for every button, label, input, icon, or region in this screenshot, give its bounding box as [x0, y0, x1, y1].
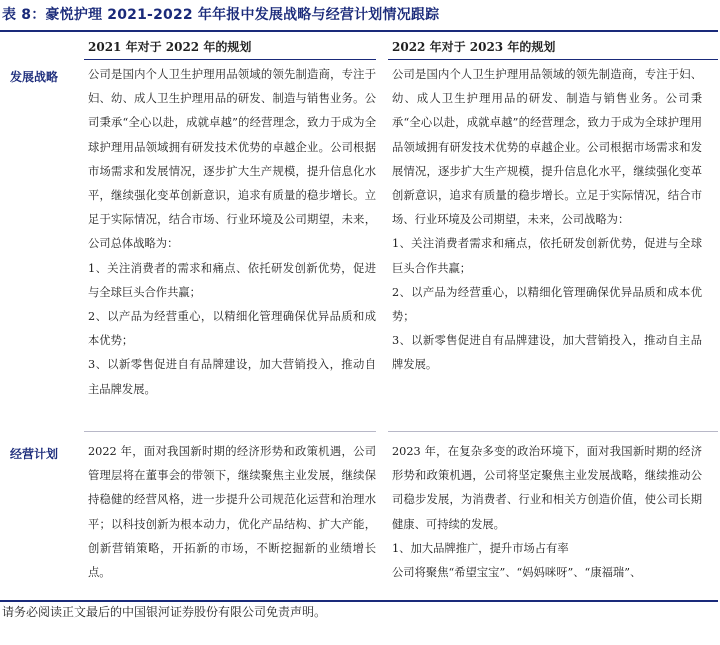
strategy-2023-point: 1、关注消费者需求和痛点，依托研发创新优势，促进与全球巨头合作共赢； [392, 237, 702, 275]
plan-2023-point: 公司将聚焦“希望宝宝”、“妈妈咪呀”、“康福瑞”、 [392, 566, 642, 580]
table-title: 表 8：豪悦护理 2021-2022 年年报中发展战略与经营计划情况跟踪 [2, 7, 440, 23]
top-rule [0, 30, 718, 32]
row-divider-right [388, 431, 718, 432]
strategy-2022-point: 3、以新零售促进自有品牌建设，加大营销投入，推动自主品牌发展。 [88, 358, 376, 396]
strategy-2023-point: 2、以产品为经营重心，以精细化管理确保优异品质和成本优势； [392, 285, 702, 324]
bottom-rule [0, 600, 718, 602]
plan-2023-paragraph: 2023 年，在复杂多变的政治环境下，面对我国新时期的经济形势和政策机遇，公司将坚定聚焦主业发展战略，继续推动公司稳步发展，为消费者、行业和相关方创造价值，使公司长期健康、可持续的发展。 [392, 445, 702, 531]
plan-2023-cell [392, 440, 702, 585]
row-divider-left [84, 431, 376, 432]
disclaimer-footer: 请务必阅读正文最后的中国银河证券股份有限公司免责声明。 [2, 605, 327, 619]
strategy-2023-cell [392, 63, 702, 378]
header-rule-left [84, 59, 376, 60]
row-label-development-strategy: 发展战略 [10, 70, 59, 84]
plan-2023-point: 1、加大品牌推广，提升市场占有率 [392, 541, 569, 555]
strategy-2022-cell [88, 63, 376, 402]
row-label-operating-plan: 经营计划 [10, 447, 59, 461]
strategy-2022-point: 2、以产品为经营重心，以精细化管理确保优异品质和成本优势； [88, 310, 376, 348]
strategy-2023-paragraph: 公司是国内个人卫生护理用品领域的领先制造商，专注于妇、幼、成人卫生护理用品的研发、制造与销售业务。公司秉承“全心以赴，成就卓越”的经营理念，致力于成为全球护理用品领域拥有研发技术优势的卓越企业。公司根据市场需求和发展情况，逐步扩大生产规模，提升信息化水平，继续强化变革创新意识，追求有质量的稳步增长。立足于实际情况，结合市场、行业环境及公司期望，未来，公司战略为： [392, 68, 702, 227]
plan-2022-cell [88, 440, 376, 585]
header-rule-right [388, 59, 718, 60]
strategy-2022-paragraph: 公司是国内个人卫生护理用品领域的领先制造商，专注于妇、幼、成人卫生护理用品的研发、制造与销售业务。公司秉承“全心以赴，成就卓越”的经营理念，致力于成为全球护理用品领域拥有研发技术优势的卓越企业。公司根据市场需求和发展情况，逐步扩大生产规模，提升信息化水平，继续强化变革创新意识，追求有质量的稳步增长。立足于实际情况，结合市场、行业环境及公司期望，未来，公司总体战略为： [88, 68, 376, 251]
plan-2022-paragraph: 2022 年，面对我国新时期的经济形势和政策机遇，公司管理层将在董事会的带领下，继续聚焦主业发展，继续保持稳健的经营风格，进一步提升公司规范化运营和治理水平；以科技创新为根本动力，优化产品结构、扩大产能，创新营销策略，开拓新的市场，不断挖掘新的业绩增长点。 [88, 445, 376, 580]
column-header-2023-plan: 2022 年对于 2023 年的规划 [392, 40, 556, 54]
strategy-2022-point: 1、关注消费者的需求和痛点、依托研发创新优势，促进与全球巨头合作共赢； [88, 261, 376, 299]
strategy-2023-point: 3、以新零售促进自有品牌建设，加大营销投入，推动自主品牌发展。 [392, 334, 702, 372]
column-header-2022-plan: 2021 年对于 2022 年的规划 [88, 40, 252, 54]
